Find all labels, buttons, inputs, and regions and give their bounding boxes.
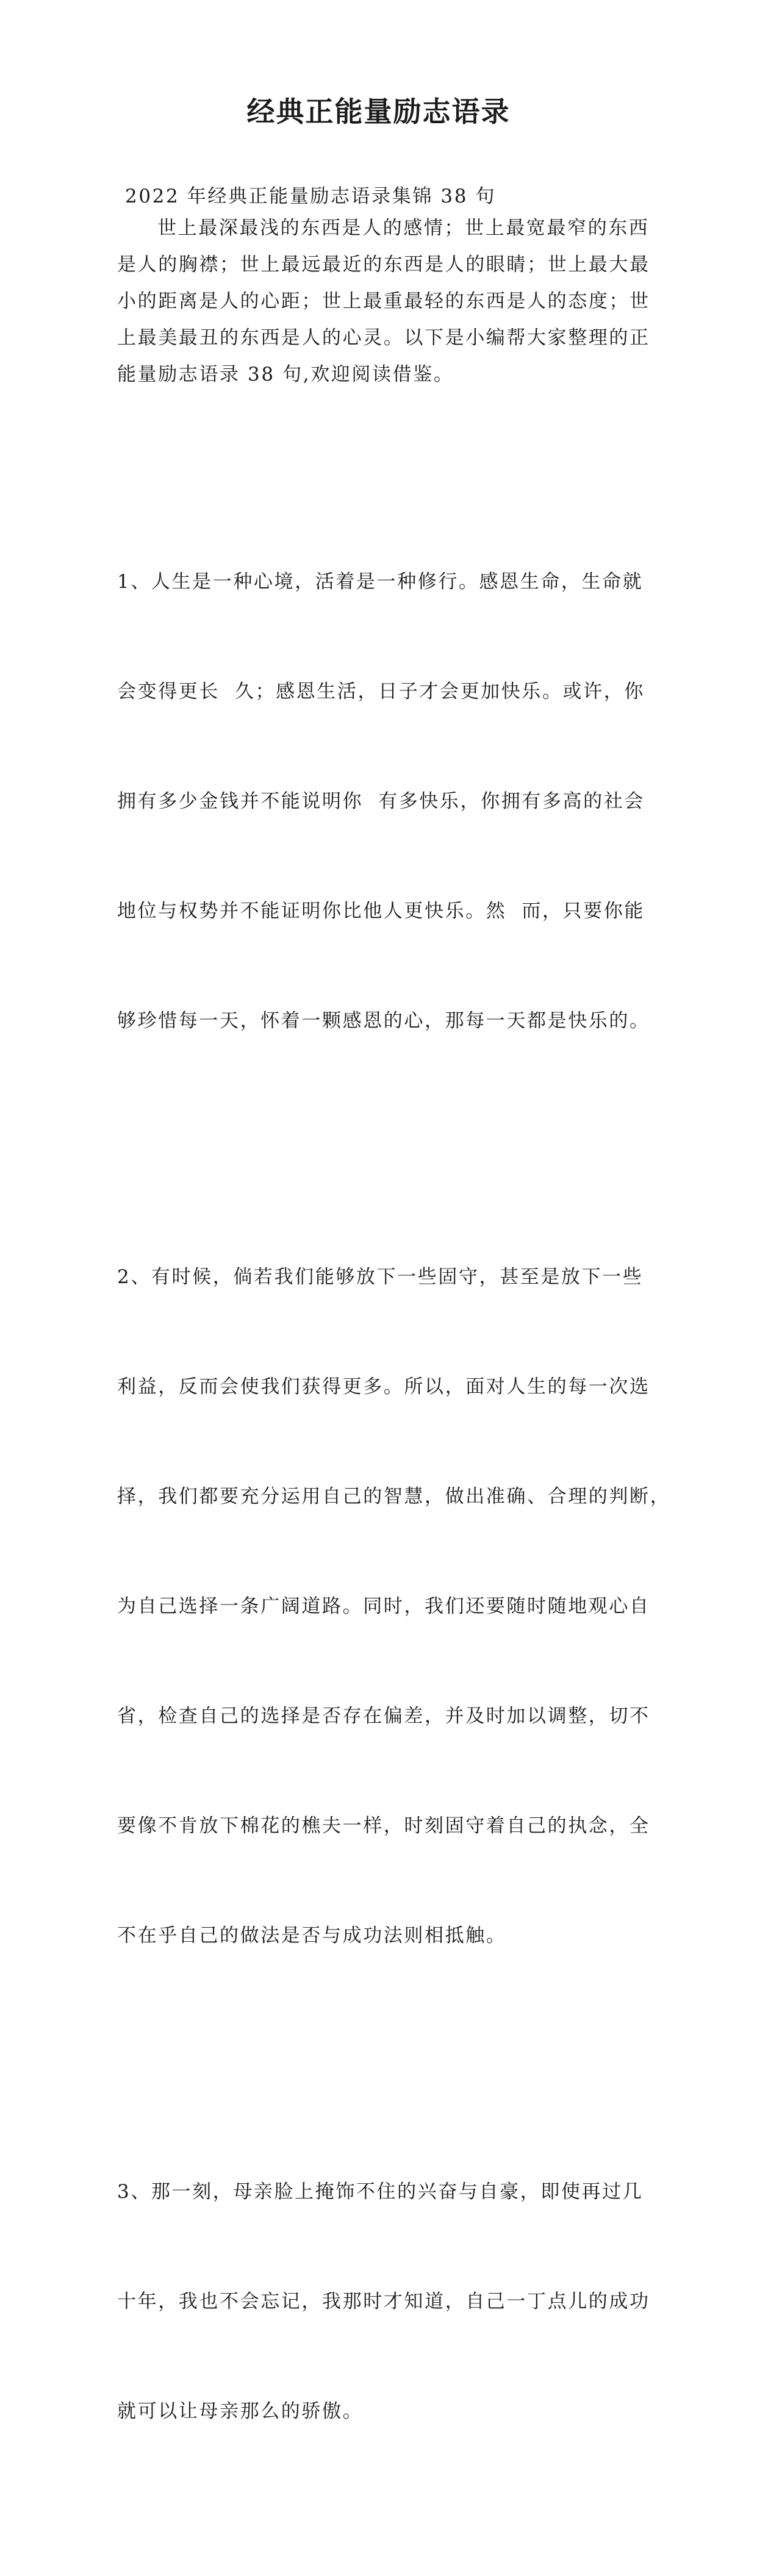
quote-line: 为自己选择一条广阔道路。同时，我们还要随时随地观心自 — [117, 1595, 650, 1617]
intro-line: 是人的胸襟；世上最远最近的东西是人的眼睛；世上最大最 — [117, 254, 650, 276]
quote-item-3 — [117, 2100, 650, 2503]
quote-line: 3、那一刻，母亲脸上掩饰不住的兴奋与自豪，即使再过几 — [117, 2181, 644, 2203]
quote-line: 会变得更长 久；感恩生活，日子才会更加快乐。或许，你 — [117, 681, 645, 703]
quote-line: 利益，反而会使我们获得更多。所以，面对人生的每一次选 — [117, 1376, 650, 1398]
quote-line: 就可以让母亲那么的骄傲。 — [117, 2400, 364, 2422]
intro-line: 能量励志语录 38 句,欢迎阅读借鉴。 — [117, 363, 454, 385]
document-title: 经典正能量励志语录 — [246, 95, 511, 128]
intro-line: 上最美最丑的东西是人的心灵。以下是小编帮大家整理的正 — [117, 327, 650, 349]
quote-line: 2、有时候，倘若我们能够放下一些固守，甚至是放下一些 — [117, 1266, 644, 1288]
document-subtitle: 2022 年经典正能量励志语录集锦 38 句 — [125, 185, 497, 207]
intro-line: 小的距离是人的心距；世上最重最轻的东西是人的态度；世 — [117, 290, 650, 312]
quote-line: 择，我们都要充分运用自己的智慧，做出准确、合理的判断， — [117, 1486, 671, 1508]
quote-line: 地位与权势并不能证明你比他人更快乐。然 而，只要你能 — [117, 900, 645, 922]
quote-line: 拥有多少金钱并不能说明你 有多快乐，你拥有多高的社会 — [117, 790, 645, 812]
quote-line: 不在乎自己的做法是否与成功法则相抵触。 — [117, 1925, 507, 1947]
intro-paragraph — [117, 210, 650, 393]
intro-line: 世上最深最浅的东西是人的感情；世上最宽最窄的东西 — [157, 217, 650, 239]
quote-item-1 — [117, 490, 650, 1112]
quote-line: 省，检查自己的选择是否存在偏差，并及时加以调整，切不 — [117, 1705, 650, 1727]
quote-item-2 — [117, 1186, 671, 2027]
quote-line: 够珍惜每一天，怀着一颗感恩的心，那每一天都是快乐的。 — [117, 1010, 650, 1032]
quote-list — [117, 417, 671, 2576]
quote-line: 要像不肯放下棉花的樵夫一样，时刻固守着自己的执念，全 — [117, 1815, 650, 1837]
quote-line: 十年，我也不会忘记，我那时才知道，自己一丁点儿的成功 — [117, 2291, 650, 2313]
quote-line: 1、人生是一种心境，活着是一种修行。感恩生命，生命就 — [117, 571, 644, 593]
